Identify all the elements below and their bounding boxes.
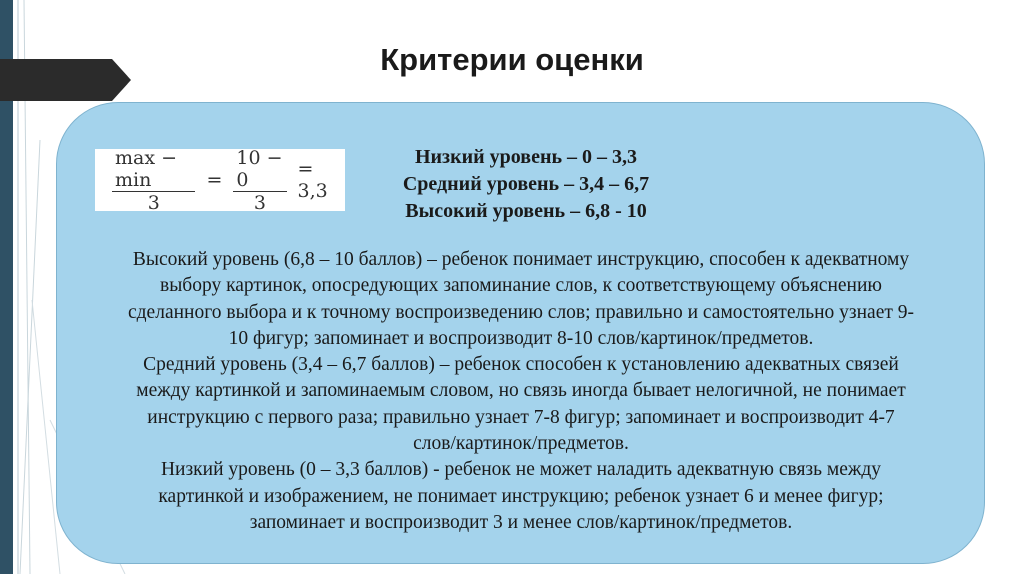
description-line: выбору картинок, опосредующих запоминание слов, к соответствующему объяснению: [160, 275, 882, 297]
formula-right-numerator: 10 − 0: [233, 147, 286, 192]
formula-result: = 3,3: [297, 158, 328, 202]
slide-title: Критерии оценки: [380, 42, 644, 77]
description-line: запоминает и воспроизводит 3 и менее слов/картинок/предметов.: [249, 511, 793, 533]
formula-equals: =: [206, 169, 223, 191]
formula-left-denominator: 3: [147, 191, 160, 214]
level-descriptions: [78, 247, 964, 536]
level-ranges: [346, 144, 706, 225]
description-line: картинкой и изображением, не понимает инструкцию; ребенок узнает 6 и менее фигур;: [158, 485, 884, 507]
description-line: слов/картинок/предметов.: [413, 433, 629, 455]
formula-right-denominator: 3: [253, 191, 267, 214]
formula-left-numerator: max − min: [112, 147, 195, 192]
description-line: Низкий уровень (0 – 3,3 баллов) - ребенок не может наладить адекватную связь между: [160, 459, 882, 481]
description-line: 10 фигур; запоминает и воспроизводит 8-10 слов/картинок/предметов.: [228, 327, 814, 349]
description-line: Высокий уровень (6,8 – 10 баллов) – ребенок понимает инструкцию, способен к адекватному: [132, 249, 910, 270]
description-line: между картинкой и запоминаемым словом, но связь иногда бывает нелогичной, не понимает: [136, 380, 906, 402]
score-formula: [95, 146, 345, 214]
description-line: сделанного выбора и к точному воспроизведению слов; правильно и самостоятельно узнает 9-: [127, 301, 915, 323]
description-line: Средний уровень (3,4 – 6,7 баллов) – ребенок способен к установлению адекватных связей: [143, 354, 899, 376]
description-line: инструкцию с первого раза; правильно узнает 7-8 фигур; запоминает и воспроизводит 4-7: [147, 406, 895, 428]
level-high: Высокий уровень – 6,8 - 10: [405, 200, 647, 222]
formula-fraction-left: [112, 147, 195, 214]
level-medium: Средний уровень – 3,4 – 6,7: [402, 173, 650, 195]
formula-fraction-right: [233, 147, 286, 214]
level-low: Низкий уровень – 0 – 3,3: [414, 146, 638, 168]
